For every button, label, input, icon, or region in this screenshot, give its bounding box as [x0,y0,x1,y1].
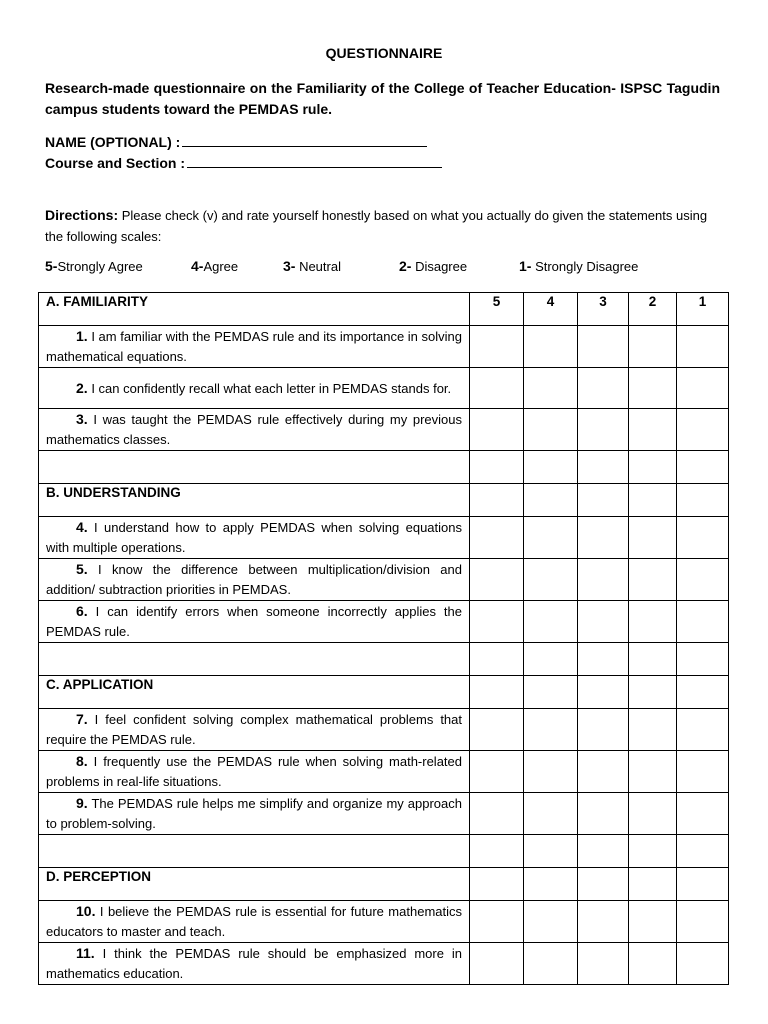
blank-rating-cell[interactable] [677,451,729,484]
rating-checkbox-cell[interactable] [677,751,729,793]
question-statement [39,409,470,451]
question-number: 5. [76,561,88,577]
question-statement [39,793,470,835]
question-statement [39,326,470,368]
question-text-block [46,601,462,642]
rating-header-1: 1 [677,293,729,326]
rating-checkbox-cell[interactable] [677,517,729,559]
rating-checkbox-cell[interactable] [524,559,578,601]
rating-header-4: 4 [524,293,578,326]
question-text-block [46,943,462,984]
question-statement [39,751,470,793]
question-statement [39,559,470,601]
rating-checkbox-cell[interactable] [677,793,729,835]
blank-rating-cell[interactable] [629,451,677,484]
document-title: QUESTIONNAIRE [325,45,443,61]
blank-cell [39,643,470,676]
rating-checkbox-cell[interactable] [470,943,524,985]
rating-cell[interactable] [677,868,729,901]
rating-checkbox-cell[interactable] [578,517,629,559]
rating-checkbox-cell[interactable] [578,901,629,943]
rating-checkbox-cell[interactable] [470,559,524,601]
blank-rating-cell[interactable] [677,835,729,868]
rating-checkbox-cell[interactable] [578,709,629,751]
rating-checkbox-cell[interactable] [470,368,524,409]
rating-checkbox-cell[interactable] [524,409,578,451]
rating-cell[interactable] [524,868,578,901]
rating-checkbox-cell[interactable] [578,751,629,793]
section-header-row [39,484,729,517]
rating-header-2: 2 [629,293,677,326]
blank-rating-cell[interactable] [470,451,524,484]
blank-rating-cell[interactable] [524,835,578,868]
rating-cell[interactable] [629,484,677,517]
question-statement [39,517,470,559]
blank-row [39,451,729,484]
rating-checkbox-cell[interactable] [524,517,578,559]
scale-5 [45,258,143,274]
rating-checkbox-cell[interactable] [677,409,729,451]
question-text: I can identify errors when someone incorrectly applies the PEMDAS rule. [46,604,462,639]
rating-checkbox-cell[interactable] [677,943,729,985]
blank-rating-cell[interactable] [578,835,629,868]
course-field [45,153,442,171]
intro-text: Research-made questionnaire on the Familiarity of the College of Teacher Education- ISPSC Tagudin campus students toward the PEMDAS rule. [45,80,720,117]
rating-cell[interactable] [578,484,629,517]
rating-checkbox-cell[interactable] [524,901,578,943]
question-text: I believe the PEMDAS rule is essential for future mathematics educators to master and teach. [46,904,462,939]
rating-cell[interactable] [470,676,524,709]
question-number: 1. [76,328,88,344]
rating-checkbox-cell[interactable] [470,901,524,943]
scale-3-num: 3- [283,258,296,274]
rating-cell[interactable] [578,676,629,709]
question-text: I am familiar with the PEMDAS rule and its importance in solving mathematical equations. [46,329,462,364]
question-text-block [46,559,462,600]
question-row [39,517,729,559]
blank-rating-cell[interactable] [629,643,677,676]
scale-2-label: Disagree [411,259,468,274]
question-text-block [46,793,462,834]
rating-checkbox-cell[interactable] [578,409,629,451]
blank-rating-cell[interactable] [524,643,578,676]
question-text-block [46,409,462,450]
blank-rating-cell[interactable] [470,835,524,868]
rating-checkbox-cell[interactable] [629,601,677,643]
rating-checkbox-cell[interactable] [677,326,729,368]
question-statement [39,601,470,643]
rating-checkbox-cell[interactable] [578,601,629,643]
rating-cell[interactable] [470,484,524,517]
rating-checkbox-cell[interactable] [629,901,677,943]
rating-checkbox-cell[interactable] [677,601,729,643]
rating-checkbox-cell[interactable] [524,368,578,409]
question-statement [39,368,470,409]
question-row [39,409,729,451]
rating-cell[interactable] [677,676,729,709]
rating-scale-legend [0,258,768,280]
question-text-block [46,378,462,399]
question-row [39,559,729,601]
scale-2-num: 2- [399,258,412,274]
blank-cell [39,451,470,484]
question-text-block [46,517,462,558]
section-title: D. PERCEPTION [39,868,470,901]
scale-2 [399,258,467,274]
rating-checkbox-cell[interactable] [470,326,524,368]
directions-text: Please check (v) and rate yourself honestly based on what you actually do given the statements using the following scales: [45,208,708,244]
rating-cell[interactable] [629,868,677,901]
blank-row [39,643,729,676]
questionnaire-table [38,292,729,985]
scale-1-label: Strongly Disagree [531,259,639,274]
rating-checkbox-cell[interactable] [629,559,677,601]
blank-rating-cell[interactable] [524,451,578,484]
question-number: 3. [76,411,88,427]
rating-checkbox-cell[interactable] [470,517,524,559]
blank-row [39,835,729,868]
question-spacer [88,712,95,727]
question-text: I feel confident solving complex mathematical problems that require the PEMDAS rule. [46,712,462,747]
scale-5-num: 5- [45,258,58,274]
rating-checkbox-cell[interactable] [578,559,629,601]
section-title: C. APPLICATION [39,676,470,709]
rating-checkbox-cell[interactable] [524,751,578,793]
question-text-block [46,326,462,367]
rating-checkbox-cell[interactable] [470,793,524,835]
blank-rating-cell[interactable] [629,835,677,868]
question-number: 2. [76,379,88,396]
scale-1-num: 1- [519,258,532,274]
question-text: The PEMDAS rule helps me simplify and organize my approach to problem-solving. [46,796,462,831]
rating-checkbox-cell[interactable] [629,326,677,368]
blank-rating-cell[interactable] [578,643,629,676]
question-spacer [88,604,96,619]
rating-checkbox-cell[interactable] [578,368,629,409]
directions-label: Directions: [45,207,119,223]
question-text: I can confidently recall what each letter in PEMDAS stands for. [91,380,452,396]
question-text-block [46,709,462,750]
question-number: 11. [76,945,95,961]
question-row [39,793,729,835]
question-number: 7. [76,711,88,727]
question-number: 4. [76,519,88,535]
rating-cell[interactable] [524,484,578,517]
question-text: I understand how to apply PEMDAS when solving equations with multiple operations. [46,520,462,555]
rating-checkbox-cell[interactable] [629,368,677,409]
course-label: Course and Section : [45,155,186,171]
questionnaire-body [39,293,729,985]
rating-checkbox-cell[interactable] [629,751,677,793]
rating-checkbox-cell[interactable] [578,326,629,368]
blank-rating-cell[interactable] [578,451,629,484]
question-number: 6. [76,603,88,619]
rating-checkbox-cell[interactable] [524,601,578,643]
rating-checkbox-cell[interactable] [677,368,729,409]
rating-checkbox-cell[interactable] [524,943,578,985]
name-field [45,132,427,150]
rating-checkbox-cell[interactable] [677,709,729,751]
rating-checkbox-cell[interactable] [578,793,629,835]
rating-checkbox-cell[interactable] [677,901,729,943]
question-text: I know the difference between multiplication/division and addition/ subtraction priorities in PEMDAS. [46,562,462,597]
section-header-row [39,868,729,901]
question-text: I think the PEMDAS rule should be emphasized more in mathematics education. [46,946,462,981]
question-text: I frequently use the PEMDAS rule when solving math-related problems in real-life situations. [46,754,462,789]
rating-checkbox-cell[interactable] [629,409,677,451]
rating-checkbox-cell[interactable] [578,943,629,985]
scale-3 [283,258,341,274]
rating-checkbox-cell[interactable] [677,559,729,601]
section-title: B. UNDERSTANDING [39,484,470,517]
section-header-row [39,293,729,326]
rating-checkbox-cell[interactable] [629,709,677,751]
question-row [39,601,729,643]
scale-3-label: Neutral [295,259,341,274]
scale-1 [519,258,638,274]
rating-cell[interactable] [578,868,629,901]
question-statement [39,709,470,751]
rating-header-3: 3 [578,293,629,326]
scale-4-label: Agree [203,259,239,274]
question-number: 8. [76,753,88,769]
question-text-block [46,901,462,942]
rating-cell[interactable] [677,484,729,517]
question-text: I was taught the PEMDAS rule effectively during my previous mathematics classes. [46,412,462,447]
rating-checkbox-cell[interactable] [629,943,677,985]
rating-checkbox-cell[interactable] [629,517,677,559]
scale-4 [191,258,238,274]
blank-cell [39,835,470,868]
section-header-row [39,676,729,709]
rating-checkbox-cell[interactable] [524,793,578,835]
blank-rating-cell[interactable] [677,643,729,676]
question-row [39,709,729,751]
question-text-block [46,751,462,792]
rating-checkbox-cell[interactable] [629,793,677,835]
scale-4-num: 4- [191,258,204,274]
rating-checkbox-cell[interactable] [524,709,578,751]
rating-checkbox-cell[interactable] [470,409,524,451]
rating-checkbox-cell[interactable] [470,601,524,643]
question-spacer [95,946,103,961]
rating-cell[interactable] [524,676,578,709]
question-row [39,326,729,368]
section-title: A. FAMILIARITY [39,293,470,326]
course-input-line[interactable] [187,153,442,168]
question-row [39,901,729,943]
scale-5-label: Strongly Agree [57,259,143,274]
question-spacer [88,562,98,577]
blank-rating-cell[interactable] [470,643,524,676]
question-row [39,943,729,985]
question-number: 9. [76,795,88,811]
rating-checkbox-cell[interactable] [470,751,524,793]
rating-header-5: 5 [470,293,524,326]
name-input-line[interactable] [182,132,427,147]
question-row [39,368,729,409]
name-label: NAME (OPTIONAL) : [45,134,181,150]
question-statement [39,943,470,985]
question-number: 10. [76,903,96,919]
directions [45,205,720,247]
rating-checkbox-cell[interactable] [524,326,578,368]
rating-checkbox-cell[interactable] [470,709,524,751]
question-row [39,751,729,793]
question-statement [39,901,470,943]
rating-cell[interactable] [470,868,524,901]
rating-cell[interactable] [629,676,677,709]
